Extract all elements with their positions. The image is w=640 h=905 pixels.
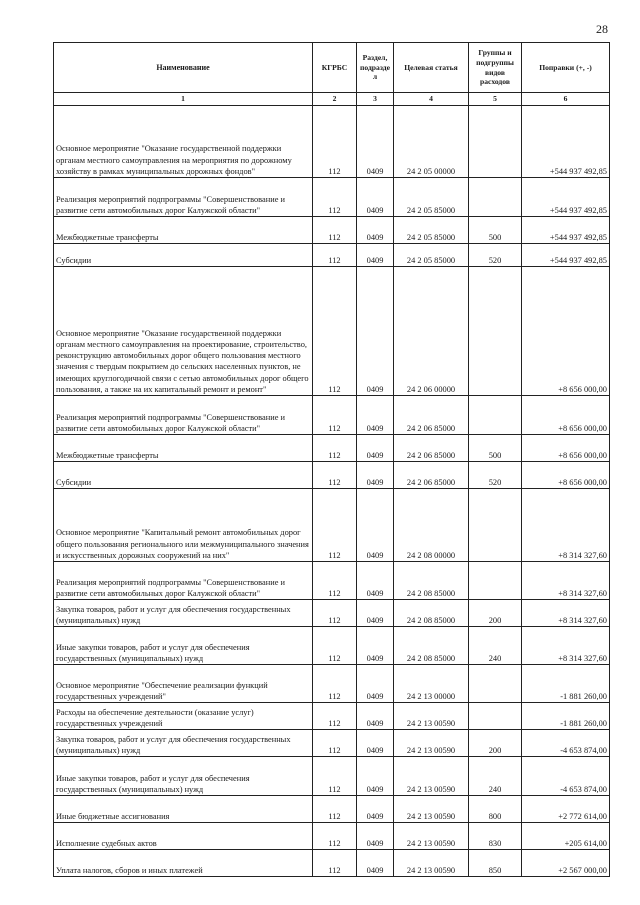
row-amendment-amount: +544 937 492,85 <box>522 178 610 217</box>
column-number: 6 <box>522 93 610 106</box>
row-section: 0409 <box>357 823 394 850</box>
row-target-article: 24 2 08 85000 <box>394 562 469 600</box>
row-name: Закупка товаров, работ и услуг для обеспечения государственных (муниципальных) нужд <box>54 730 313 757</box>
column-number: 3 <box>357 93 394 106</box>
column-number: 5 <box>469 93 522 106</box>
row-section: 0409 <box>357 217 394 244</box>
row-section: 0409 <box>357 178 394 217</box>
row-kgrbs: 112 <box>313 600 357 627</box>
row-section: 0409 <box>357 757 394 796</box>
column-number: 4 <box>394 93 469 106</box>
table-row <box>54 730 610 757</box>
row-name: Основное мероприятие "Оказание государственной поддержки органам местного самоуправления на проектирование, строительство, реконструкцию автомобильных дорог общего пользования местного значения с твердым покрытием до сельских населенных пунктов, не имеющих круглогодичной связи с сетью автомобильных дорог общего пользования, а также на их капитальный ремонт и ремонт" <box>54 267 313 396</box>
row-expense-group: 200 <box>469 600 522 627</box>
row-target-article: 24 2 13 00590 <box>394 823 469 850</box>
row-target-article: 24 2 05 85000 <box>394 244 469 267</box>
row-name: Исполнение судебных актов <box>54 823 313 850</box>
row-kgrbs: 112 <box>313 462 357 489</box>
row-section: 0409 <box>357 489 394 562</box>
row-amendment-amount: +205 614,00 <box>522 823 610 850</box>
table-row <box>54 665 610 703</box>
row-name: Субсидии <box>54 462 313 489</box>
row-section: 0409 <box>357 730 394 757</box>
row-name: Основное мероприятие "Капитальный ремонт автомобильных дорог общего пользования регионального или межмуниципального значения и искусственных дорожных сооружений на них" <box>54 489 313 562</box>
row-kgrbs: 112 <box>313 796 357 823</box>
table-row <box>54 562 610 600</box>
row-target-article: 24 2 05 00000 <box>394 106 469 178</box>
budget-table <box>53 42 610 877</box>
header-amendments: Поправки (+, -) <box>522 43 610 93</box>
row-expense-group: 520 <box>469 462 522 489</box>
row-name: Закупка товаров, работ и услуг для обеспечения государственных (муниципальных) нужд <box>54 600 313 627</box>
row-expense-group: 500 <box>469 435 522 462</box>
table-row <box>54 757 610 796</box>
table-row <box>54 396 610 435</box>
row-kgrbs: 112 <box>313 730 357 757</box>
row-section: 0409 <box>357 435 394 462</box>
row-section: 0409 <box>357 600 394 627</box>
row-target-article: 24 2 08 85000 <box>394 600 469 627</box>
row-expense-group <box>469 665 522 703</box>
row-name: Иные закупки товаров, работ и услуг для обеспечения государственных (муниципальных) нужд <box>54 757 313 796</box>
row-amendment-amount: +8 314 327,60 <box>522 600 610 627</box>
table-body <box>54 106 610 877</box>
row-kgrbs: 112 <box>313 106 357 178</box>
row-amendment-amount: +8 656 000,00 <box>522 435 610 462</box>
row-amendment-amount: +8 314 327,60 <box>522 562 610 600</box>
row-expense-group: 240 <box>469 627 522 665</box>
row-name: Реализация мероприятий подпрограммы "Совершенствование и развитие сети автомобильных дорог Калужской области" <box>54 562 313 600</box>
row-amendment-amount: -4 653 874,00 <box>522 730 610 757</box>
row-amendment-amount: +544 937 492,85 <box>522 217 610 244</box>
row-expense-group <box>469 267 522 396</box>
table-row <box>54 823 610 850</box>
row-section: 0409 <box>357 267 394 396</box>
column-number: 1 <box>54 93 313 106</box>
row-target-article: 24 2 08 85000 <box>394 627 469 665</box>
table-row <box>54 627 610 665</box>
table-row <box>54 703 610 730</box>
row-target-article: 24 2 13 00590 <box>394 850 469 877</box>
row-name: Межбюджетные трансферты <box>54 217 313 244</box>
row-expense-group <box>469 178 522 217</box>
row-kgrbs: 112 <box>313 823 357 850</box>
row-amendment-amount: +8 656 000,00 <box>522 267 610 396</box>
column-number-row <box>54 93 610 106</box>
row-name: Основное мероприятие "Обеспечение реализации функций государственных учреждений" <box>54 665 313 703</box>
row-name: Основное мероприятие "Оказание государственной поддержки органам местного самоуправления на мероприятия по дорожному хозяйству в рамках муниципальных дорожных фондов" <box>54 106 313 178</box>
row-expense-group <box>469 396 522 435</box>
row-amendment-amount: +2 567 000,00 <box>522 850 610 877</box>
row-amendment-amount: -4 653 874,00 <box>522 757 610 796</box>
header-groups: Группы и подгруппы видов расходов <box>469 43 522 93</box>
header-kgrbs: КГРБС <box>313 43 357 93</box>
row-kgrbs: 112 <box>313 217 357 244</box>
row-target-article: 24 2 13 00000 <box>394 665 469 703</box>
row-target-article: 24 2 06 85000 <box>394 435 469 462</box>
row-section: 0409 <box>357 665 394 703</box>
table-row <box>54 850 610 877</box>
row-amendment-amount: +8 314 327,60 <box>522 627 610 665</box>
row-target-article: 24 2 05 85000 <box>394 217 469 244</box>
row-target-article: 24 2 13 00590 <box>394 703 469 730</box>
row-name: Реализация мероприятий подпрограммы "Совершенствование и развитие сети автомобильных дорог Калужской области" <box>54 396 313 435</box>
row-expense-group <box>469 562 522 600</box>
row-name: Иные бюджетные ассигнования <box>54 796 313 823</box>
row-amendment-amount: +8 656 000,00 <box>522 462 610 489</box>
page-number: 28 <box>596 22 608 36</box>
row-target-article: 24 2 13 00590 <box>394 730 469 757</box>
table-row <box>54 489 610 562</box>
row-kgrbs: 112 <box>313 703 357 730</box>
row-section: 0409 <box>357 562 394 600</box>
column-number: 2 <box>313 93 357 106</box>
row-target-article: 24 2 05 85000 <box>394 178 469 217</box>
row-section: 0409 <box>357 796 394 823</box>
row-section: 0409 <box>357 396 394 435</box>
row-expense-group: 520 <box>469 244 522 267</box>
row-kgrbs: 112 <box>313 435 357 462</box>
row-section: 0409 <box>357 627 394 665</box>
row-expense-group: 800 <box>469 796 522 823</box>
table-row <box>54 435 610 462</box>
row-kgrbs: 112 <box>313 267 357 396</box>
row-kgrbs: 112 <box>313 244 357 267</box>
row-expense-group <box>469 106 522 178</box>
table-row <box>54 267 610 396</box>
row-kgrbs: 112 <box>313 850 357 877</box>
row-expense-group: 830 <box>469 823 522 850</box>
table-header-row <box>54 43 610 93</box>
row-kgrbs: 112 <box>313 627 357 665</box>
row-amendment-amount: +544 937 492,85 <box>522 244 610 267</box>
row-amendment-amount: +544 937 492,85 <box>522 106 610 178</box>
header-name: Наименование <box>54 43 313 93</box>
row-expense-group: 850 <box>469 850 522 877</box>
row-expense-group: 200 <box>469 730 522 757</box>
row-name: Уплата налогов, сборов и иных платежей <box>54 850 313 877</box>
row-name: Реализация мероприятий подпрограммы "Совершенствование и развитие сети автомобильных дорог Калужской области" <box>54 178 313 217</box>
row-target-article: 24 2 06 85000 <box>394 462 469 489</box>
row-kgrbs: 112 <box>313 665 357 703</box>
table-row <box>54 106 610 178</box>
row-kgrbs: 112 <box>313 396 357 435</box>
row-name: Иные закупки товаров, работ и услуг для обеспечения государственных (муниципальных) нужд <box>54 627 313 665</box>
row-amendment-amount: -1 881 260,00 <box>522 665 610 703</box>
row-section: 0409 <box>357 462 394 489</box>
row-section: 0409 <box>357 244 394 267</box>
row-name: Межбюджетные трансферты <box>54 435 313 462</box>
table-row <box>54 217 610 244</box>
row-amendment-amount: +8 656 000,00 <box>522 396 610 435</box>
table-row <box>54 462 610 489</box>
row-target-article: 24 2 08 00000 <box>394 489 469 562</box>
row-expense-group: 240 <box>469 757 522 796</box>
table-row <box>54 796 610 823</box>
table-row <box>54 244 610 267</box>
row-name: Расходы на обеспечение деятельности (оказание услуг) государственных учреждений <box>54 703 313 730</box>
row-amendment-amount: +2 772 614,00 <box>522 796 610 823</box>
row-kgrbs: 112 <box>313 562 357 600</box>
row-section: 0409 <box>357 850 394 877</box>
row-section: 0409 <box>357 703 394 730</box>
row-target-article: 24 2 13 00590 <box>394 757 469 796</box>
header-section: Раздел, подразде л <box>357 43 394 93</box>
row-name: Субсидии <box>54 244 313 267</box>
row-kgrbs: 112 <box>313 178 357 217</box>
row-target-article: 24 2 13 00590 <box>394 796 469 823</box>
table-row <box>54 178 610 217</box>
row-target-article: 24 2 06 00000 <box>394 267 469 396</box>
table-row <box>54 600 610 627</box>
row-expense-group: 500 <box>469 217 522 244</box>
row-kgrbs: 112 <box>313 757 357 796</box>
row-target-article: 24 2 06 85000 <box>394 396 469 435</box>
header-target: Целевая статья <box>394 43 469 93</box>
row-expense-group <box>469 703 522 730</box>
row-amendment-amount: -1 881 260,00 <box>522 703 610 730</box>
row-expense-group <box>469 489 522 562</box>
row-section: 0409 <box>357 106 394 178</box>
row-kgrbs: 112 <box>313 489 357 562</box>
row-amendment-amount: +8 314 327,60 <box>522 489 610 562</box>
